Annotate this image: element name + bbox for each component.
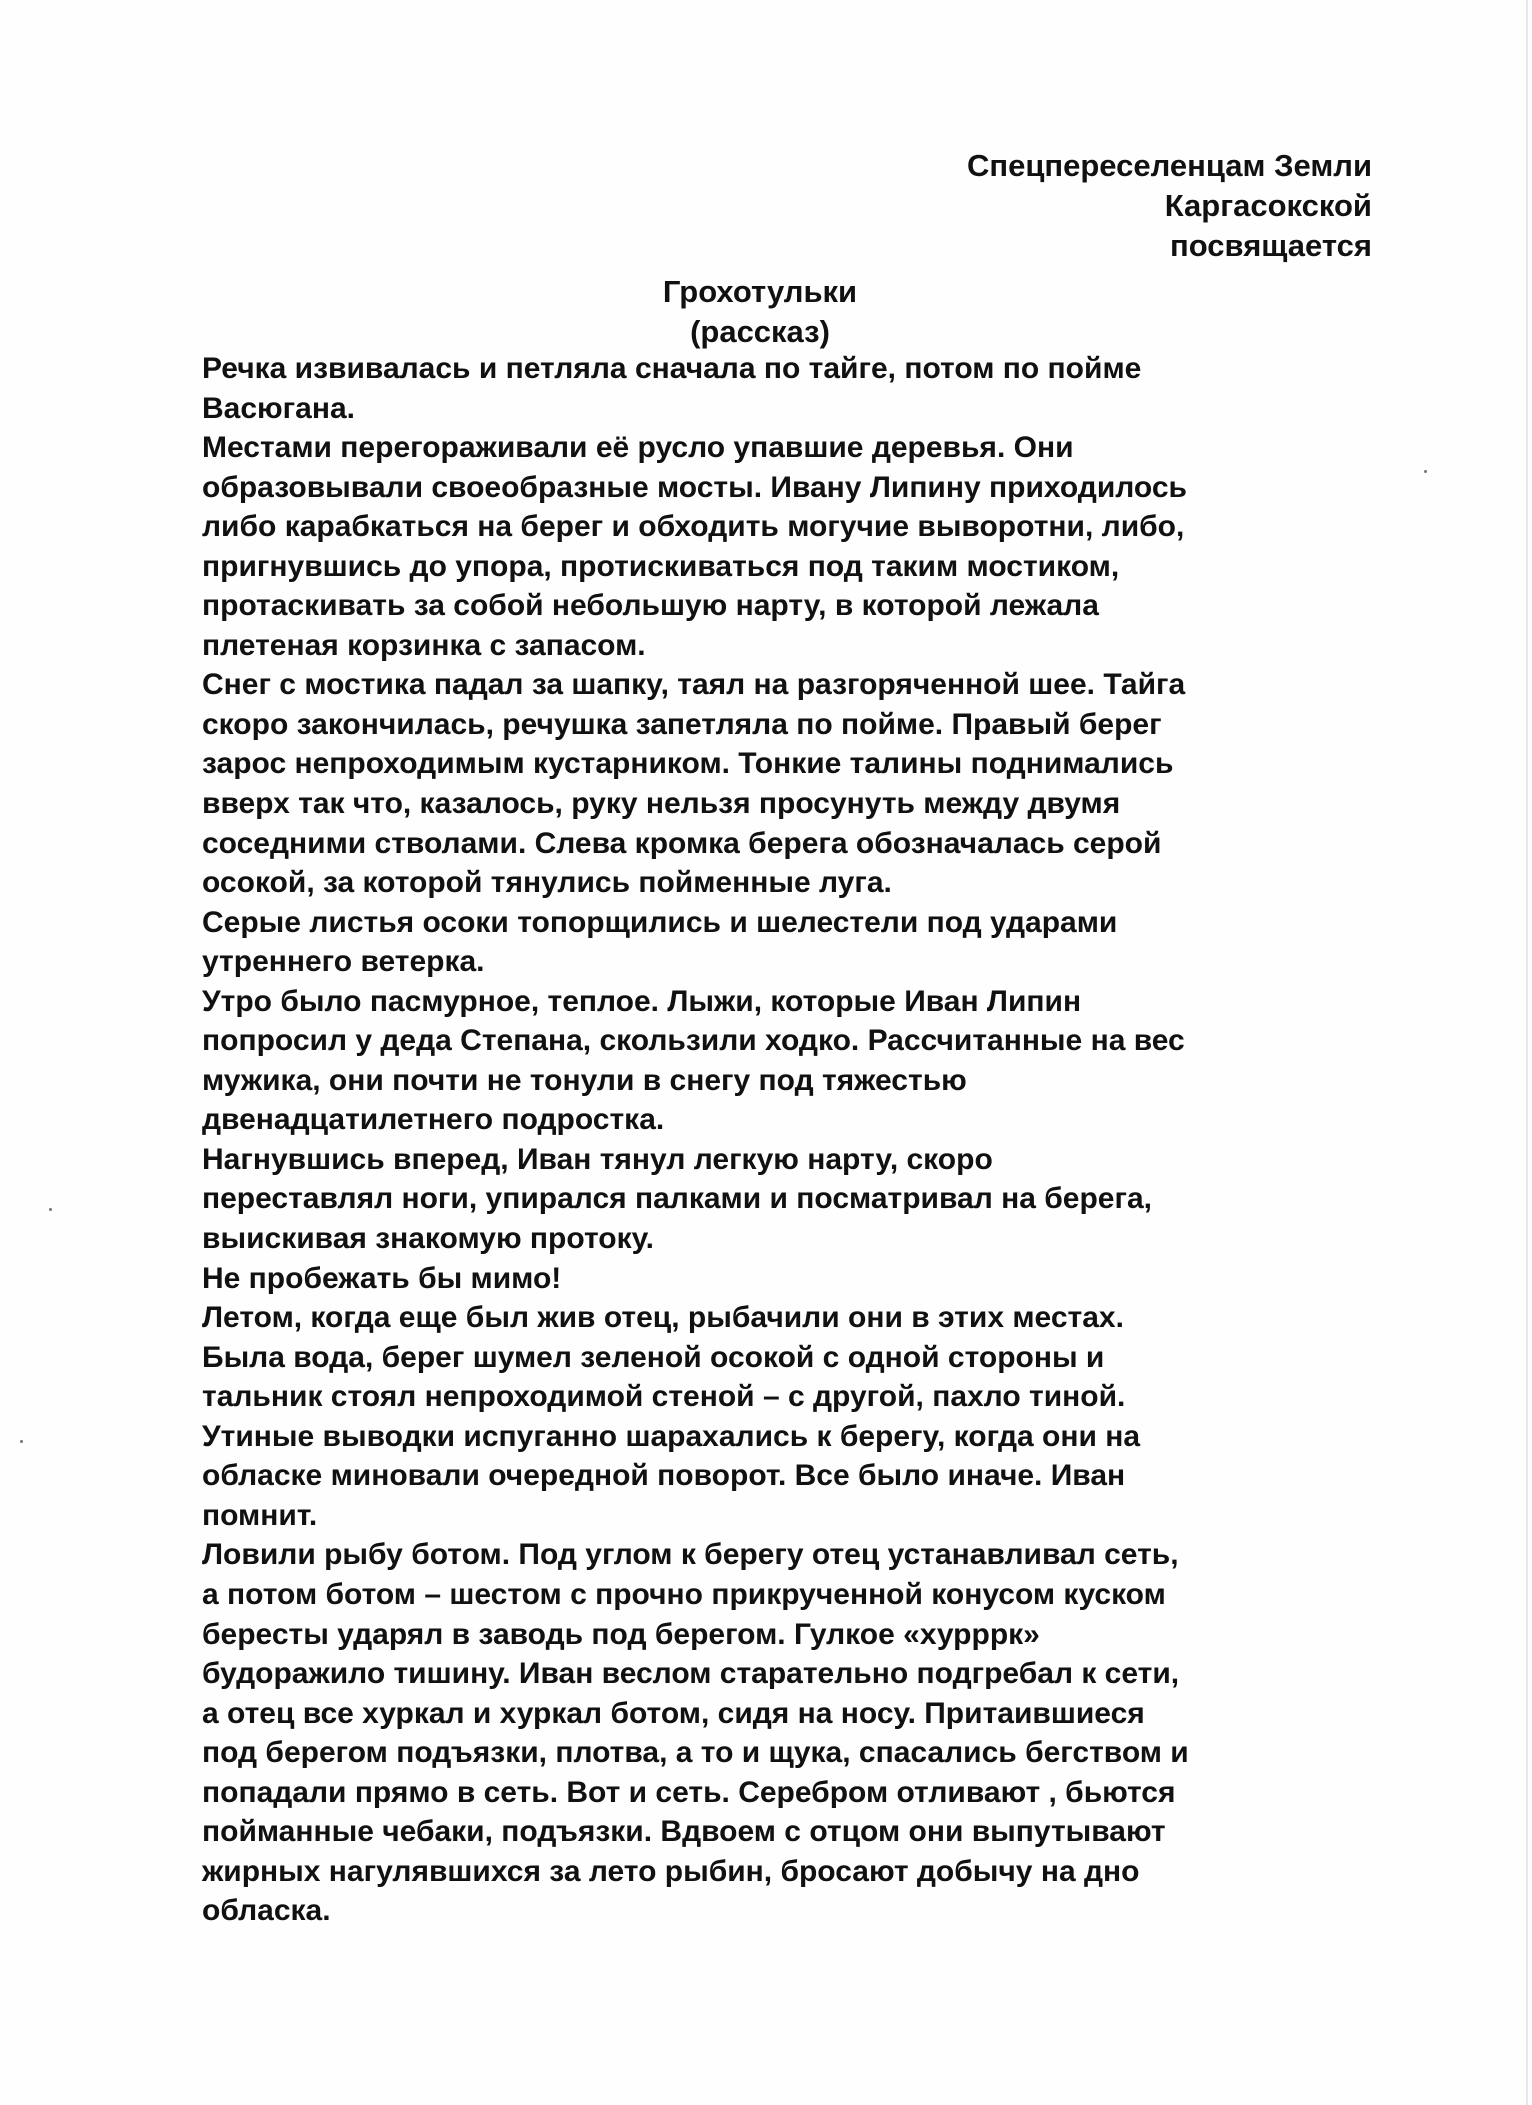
story-line: будоражило тишину. Иван веслом старательно подгребал к сети, xyxy=(202,1657,1180,1691)
story-line: осокой, за которой тянулись пойменные луга. xyxy=(202,866,892,900)
story-line: Речка извивалась и петляла сначала по тайге, потом по пойме xyxy=(202,352,1142,385)
story-line: Была вода, берег шумел зеленой осокой с одной стороны и xyxy=(202,1340,1105,1374)
scan-speck xyxy=(20,1440,23,1443)
story-line: Ловили рыбу ботом. Под углом к берегу отец устанавливал сеть, xyxy=(202,1538,1179,1572)
story-line: протаскивать за собой небольшую нарту, в которой лежала xyxy=(202,589,1099,623)
dedication-line: посвящается xyxy=(1170,228,1372,263)
story-title-block xyxy=(660,272,860,352)
story-line: Васюгана. xyxy=(202,391,355,425)
story-line: Летом, когда еще был жив отец, рыбачили они в этих местах. xyxy=(202,1301,1124,1335)
story-line: образовывали своеобразные мосты. Ивану Липину приходилось xyxy=(202,470,1187,504)
story-line: тальник стоял непроходимой стеной – с другой, пахло тиной. xyxy=(202,1380,1126,1414)
story-line: Утиные выводки испуганно шарахались к берегу, когда они на xyxy=(202,1419,1141,1453)
story-line: плетеная корзинка с запасом. xyxy=(202,628,646,662)
story-line: Снег с мостика падал за шапку, таял на разгоряченной шее. Тайга xyxy=(202,668,1186,702)
story-line: попадали прямо в сеть. Вот и сеть. Серебром отливают , бьются xyxy=(202,1775,1176,1809)
story-line: а отец все хуркал и хуркал ботом, сидя на носу. Притаившиеся xyxy=(202,1696,1145,1730)
story-line: бересты ударял в заводь под берегом. Гулкое «хурррк» xyxy=(202,1617,1040,1651)
story-line: вверх так что, казалось, руку нельзя просунуть между двумя xyxy=(202,787,1121,821)
story-line: либо карабкаться на берег и обходить могучие выворотни, либо, xyxy=(202,510,1185,544)
story-line: Местами перегораживали её русло упавшие деревья. Они xyxy=(202,431,1074,465)
story-line: переставлял ноги, упирался палками и посматривал на берега, xyxy=(202,1182,1152,1216)
story-line: двенадцатилетнего подростка. xyxy=(202,1103,665,1137)
story-line: мужика, они почти не тонули в снегу под тяжестью xyxy=(202,1063,967,1097)
story-line: обласке миновали очередной поворот. Все было иначе. Иван xyxy=(202,1459,1126,1493)
story-line: жирных нагулявшихся за лето рыбин, бросают добычу на дно xyxy=(202,1854,1140,1888)
story-line: пригнувшись до упора, протискиваться под таким мостиком, xyxy=(202,549,1120,583)
scan-speck xyxy=(1424,470,1427,473)
dedication xyxy=(967,146,1372,266)
dedication-line: Каргасокской xyxy=(1164,188,1372,223)
story-line: Нагнувшись вперед, Иван тянул легкую нарту, скоро xyxy=(202,1142,993,1176)
story-line: зарос непроходимым кустарником. Тонкие талины поднимались xyxy=(202,747,1174,781)
story-line: выискивая знакомую протоку. xyxy=(202,1222,654,1256)
story-body xyxy=(202,349,1352,1931)
story-line: утреннего ветерка. xyxy=(202,945,485,979)
story-line: обласка. xyxy=(202,1894,331,1928)
scan-edge xyxy=(1526,0,1528,2105)
story-line: под берегом подъязки, плотва, а то и щука, спасались бегством и xyxy=(202,1736,1189,1770)
story-subtitle: (рассказ) xyxy=(690,314,830,349)
story-line: помнит. xyxy=(202,1498,318,1532)
story-line: соседними стволами. Слева кромка берега обозначалась серой xyxy=(202,826,1162,860)
story-line: пойманные чебаки, подъязки. Вдвоем с отцом они выпутывают xyxy=(202,1815,1166,1849)
dedication-line: Спецпереселенцам Земли xyxy=(966,148,1372,183)
story-line: скоро закончилась, речушка запетляла по пойме. Правый берег xyxy=(202,707,1162,741)
story-title: Грохотульки xyxy=(662,274,858,309)
story-line: Серые листья осоки топорщились и шелестели под ударами xyxy=(202,905,1118,939)
story-line: Не пробежать бы мимо! xyxy=(202,1261,562,1295)
story-line: Утро было пасмурное, теплое. Лыжи, которые Иван Липин xyxy=(202,984,1082,1018)
scan-speck xyxy=(49,1208,52,1211)
story-line: а потом ботом – шестом с прочно прикрученной конусом куском xyxy=(202,1577,1166,1611)
story-line: попросил у деда Степана, скользили ходко. Рассчитанные на вес xyxy=(202,1024,1185,1058)
